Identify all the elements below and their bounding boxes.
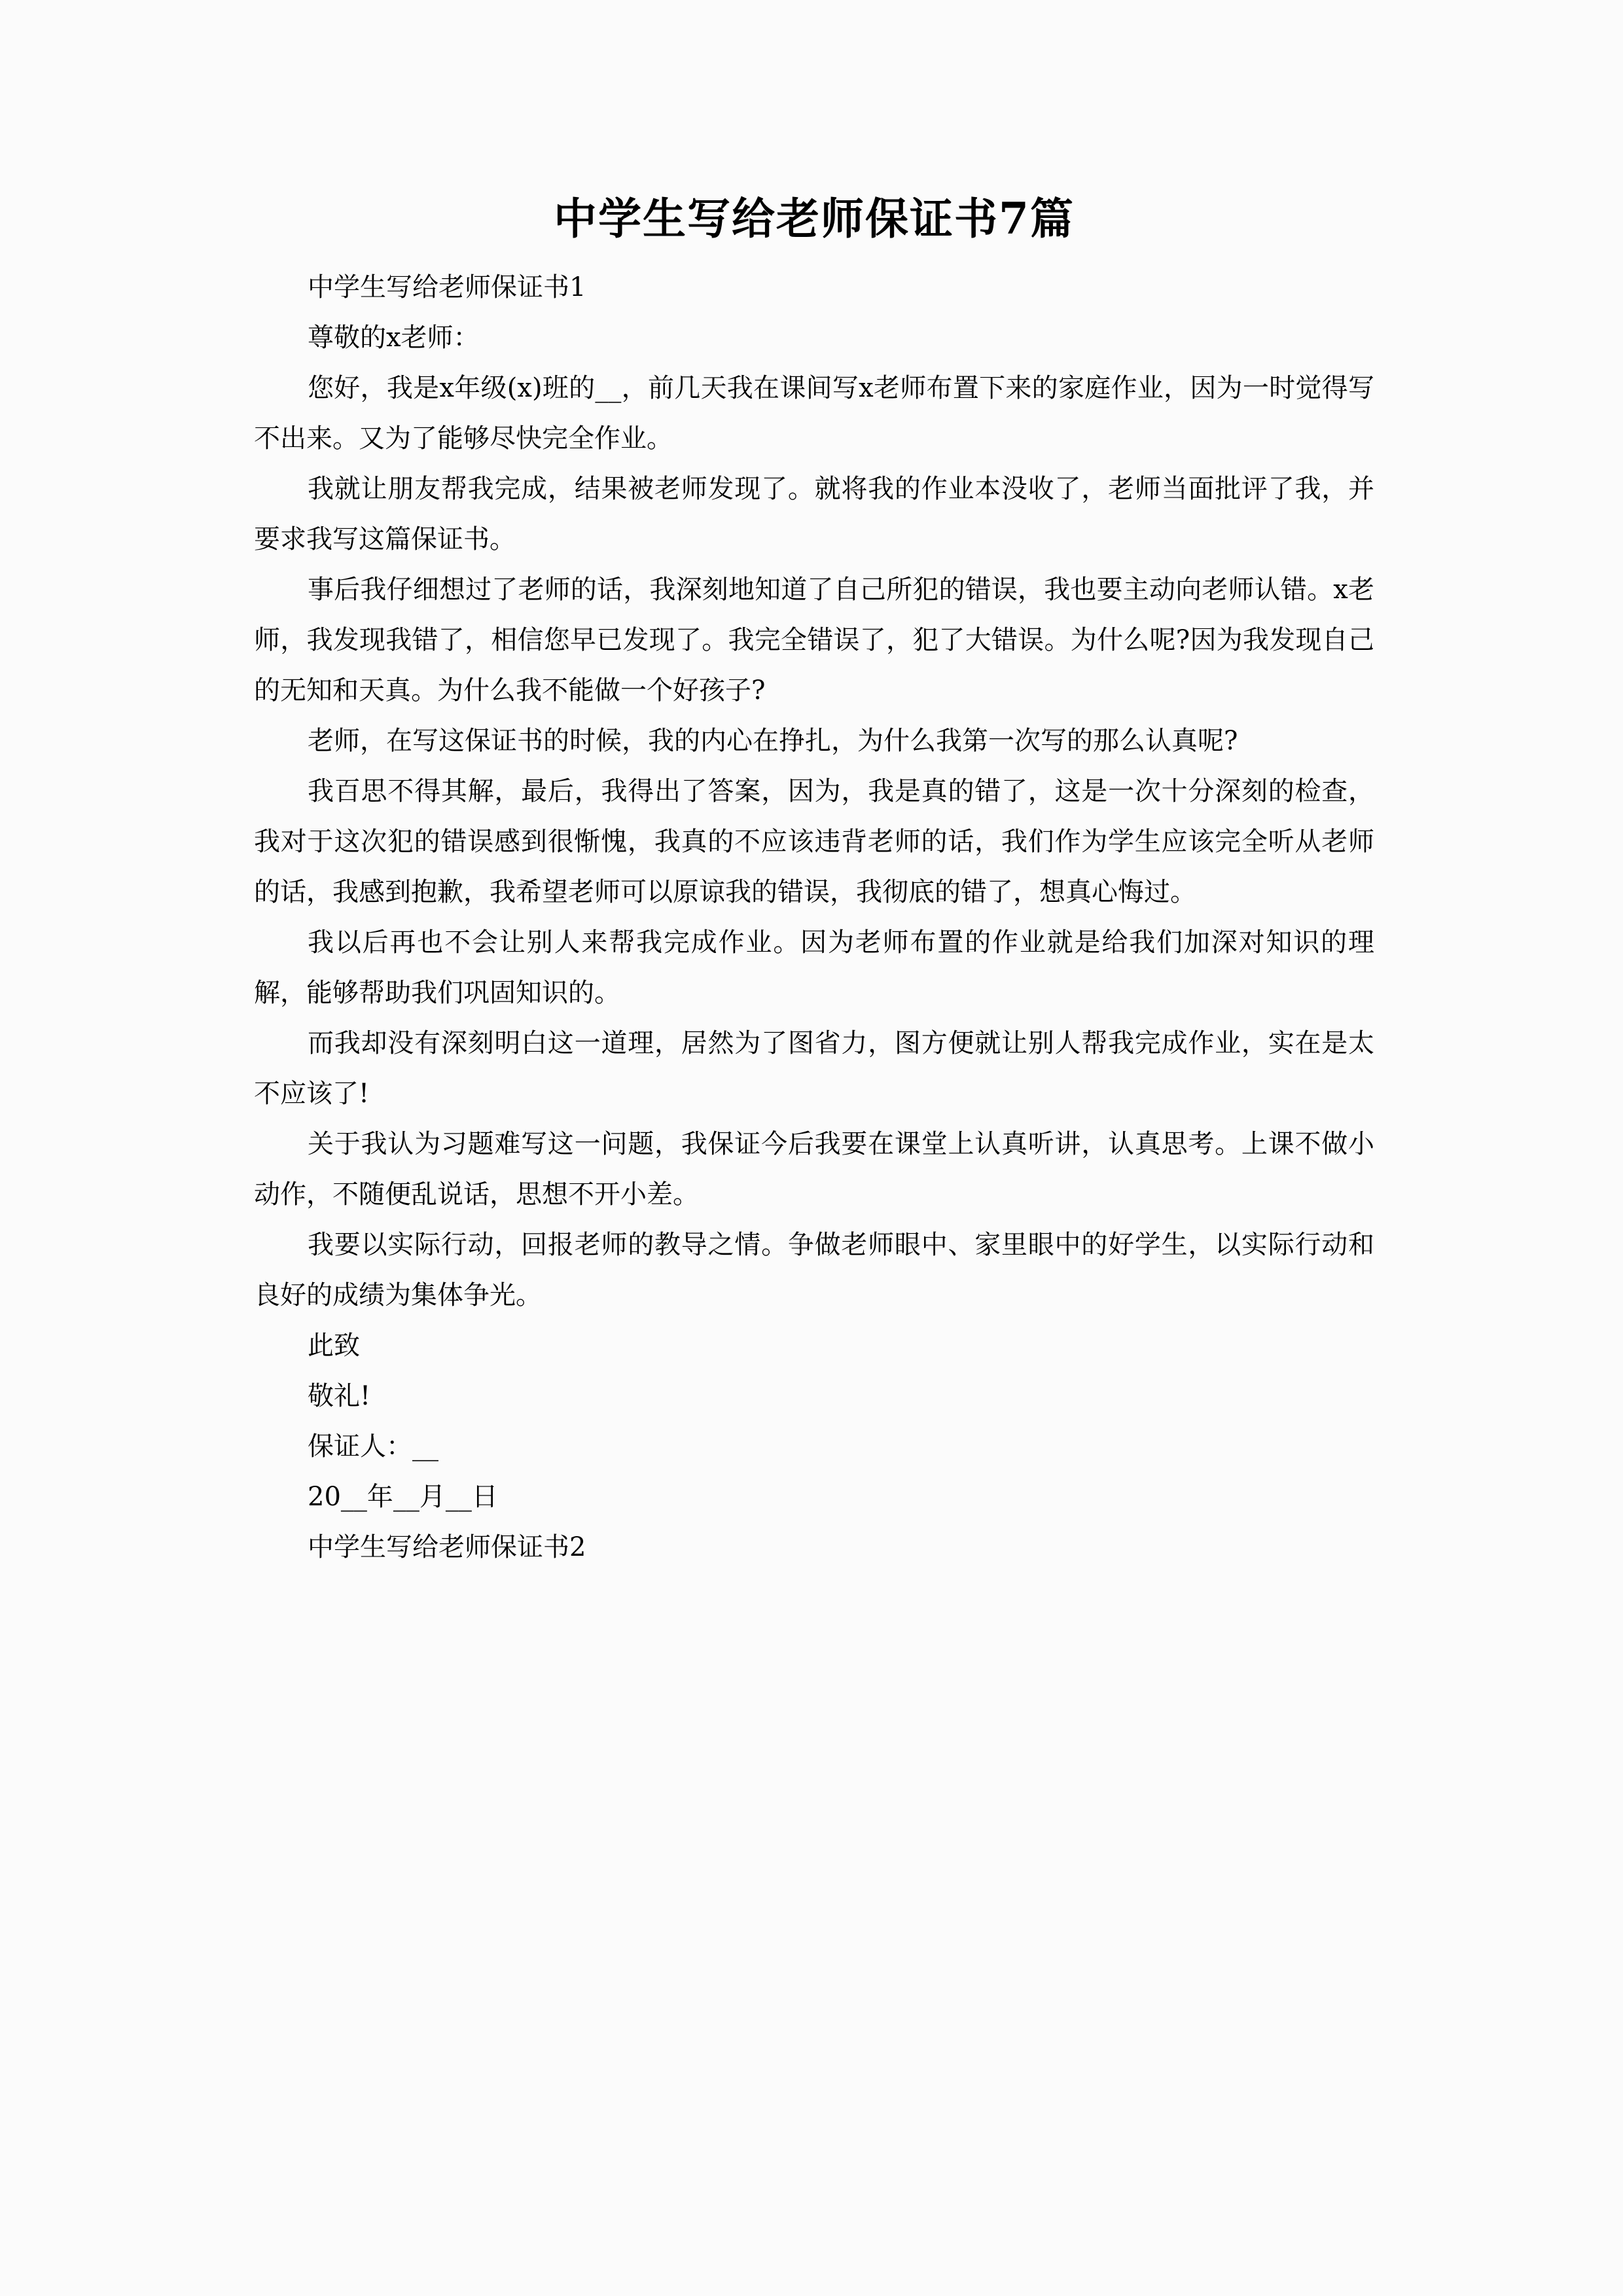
- closing-jingli: 敬礼!: [308, 1381, 371, 1412]
- paragraph-incident: 我就让朋友帮我完成，结果被老师发现了。就将我的作业本没收了，老师当面批评了我，并要求我写这篇保证书。: [254, 474, 1374, 555]
- paragraph-intro: 您好，我是x年级(x)班的__，前几天我在课间写x老师布置下来的家庭作业，因为一时觉得写不出来。又为了能够尽快完全作业。: [254, 373, 1374, 454]
- paragraph-answer: 我百思不得其解，最后，我得出了答案，因为，我是真的错了，这是一次十分深刻的检查，我对于这次犯的错误感到很惭愧，我真的不应该违背老师的话，我们作为学生应该完全听从老师的话，我感到抱歉，我希望老师可以原谅我的错误，我彻底的错了，想真心悔过。: [254, 776, 1374, 908]
- paragraph-reflection: 事后我仔细想过了老师的话，我深刻地知道了自己所犯的错误，我也要主动向老师认错。x老师，我发现我错了，相信您早已发现了。我完全错误了，犯了大错误。为什么呢?因为我发现自己的无知和天真。为什么我不能做一个好孩子?: [254, 575, 1374, 706]
- paragraph-regret: 而我却没有深刻明白这一道理，居然为了图省力，图方便就让别人帮我完成作业，实在是太不应该了!: [254, 1028, 1374, 1109]
- page-title: 中学生写给老师保证书7篇: [554, 193, 1075, 244]
- document-body: [254, 0, 1374, 1573]
- paragraph-classroom-conduct: 关于我认为习题难写这一问题，我保证今后我要在课堂上认真听讲，认真思考。上课不做小动作，不随便乱说话，思想不开小差。: [254, 1129, 1374, 1210]
- salutation: 尊敬的x老师：: [308, 323, 480, 353]
- paragraph-struggle: 老师，在写这保证书的时候，我的内心在挣扎，为什么我第一次写的那么认真呢?: [308, 726, 1238, 757]
- signature-line: 保证人：__: [308, 1431, 438, 1462]
- closing-cizhi: 此致: [308, 1331, 360, 1361]
- date-line: 20__年__月__日: [308, 1482, 498, 1513]
- section-heading-2: 中学生写给老师保证书2: [308, 1532, 586, 1563]
- paragraph-promise-homework: 我以后再也不会让别人来帮我完成作业。因为老师布置的作业就是给我们加深对知识的理解，能够帮助我们巩固知识的。: [254, 927, 1374, 1009]
- paragraph-action: 我要以实际行动，回报老师的教导之情。争做老师眼中、家里眼中的好学生，以实际行动和良好的成绩为集体争光。: [254, 1230, 1374, 1311]
- section-heading-1: 中学生写给老师保证书1: [308, 272, 586, 303]
